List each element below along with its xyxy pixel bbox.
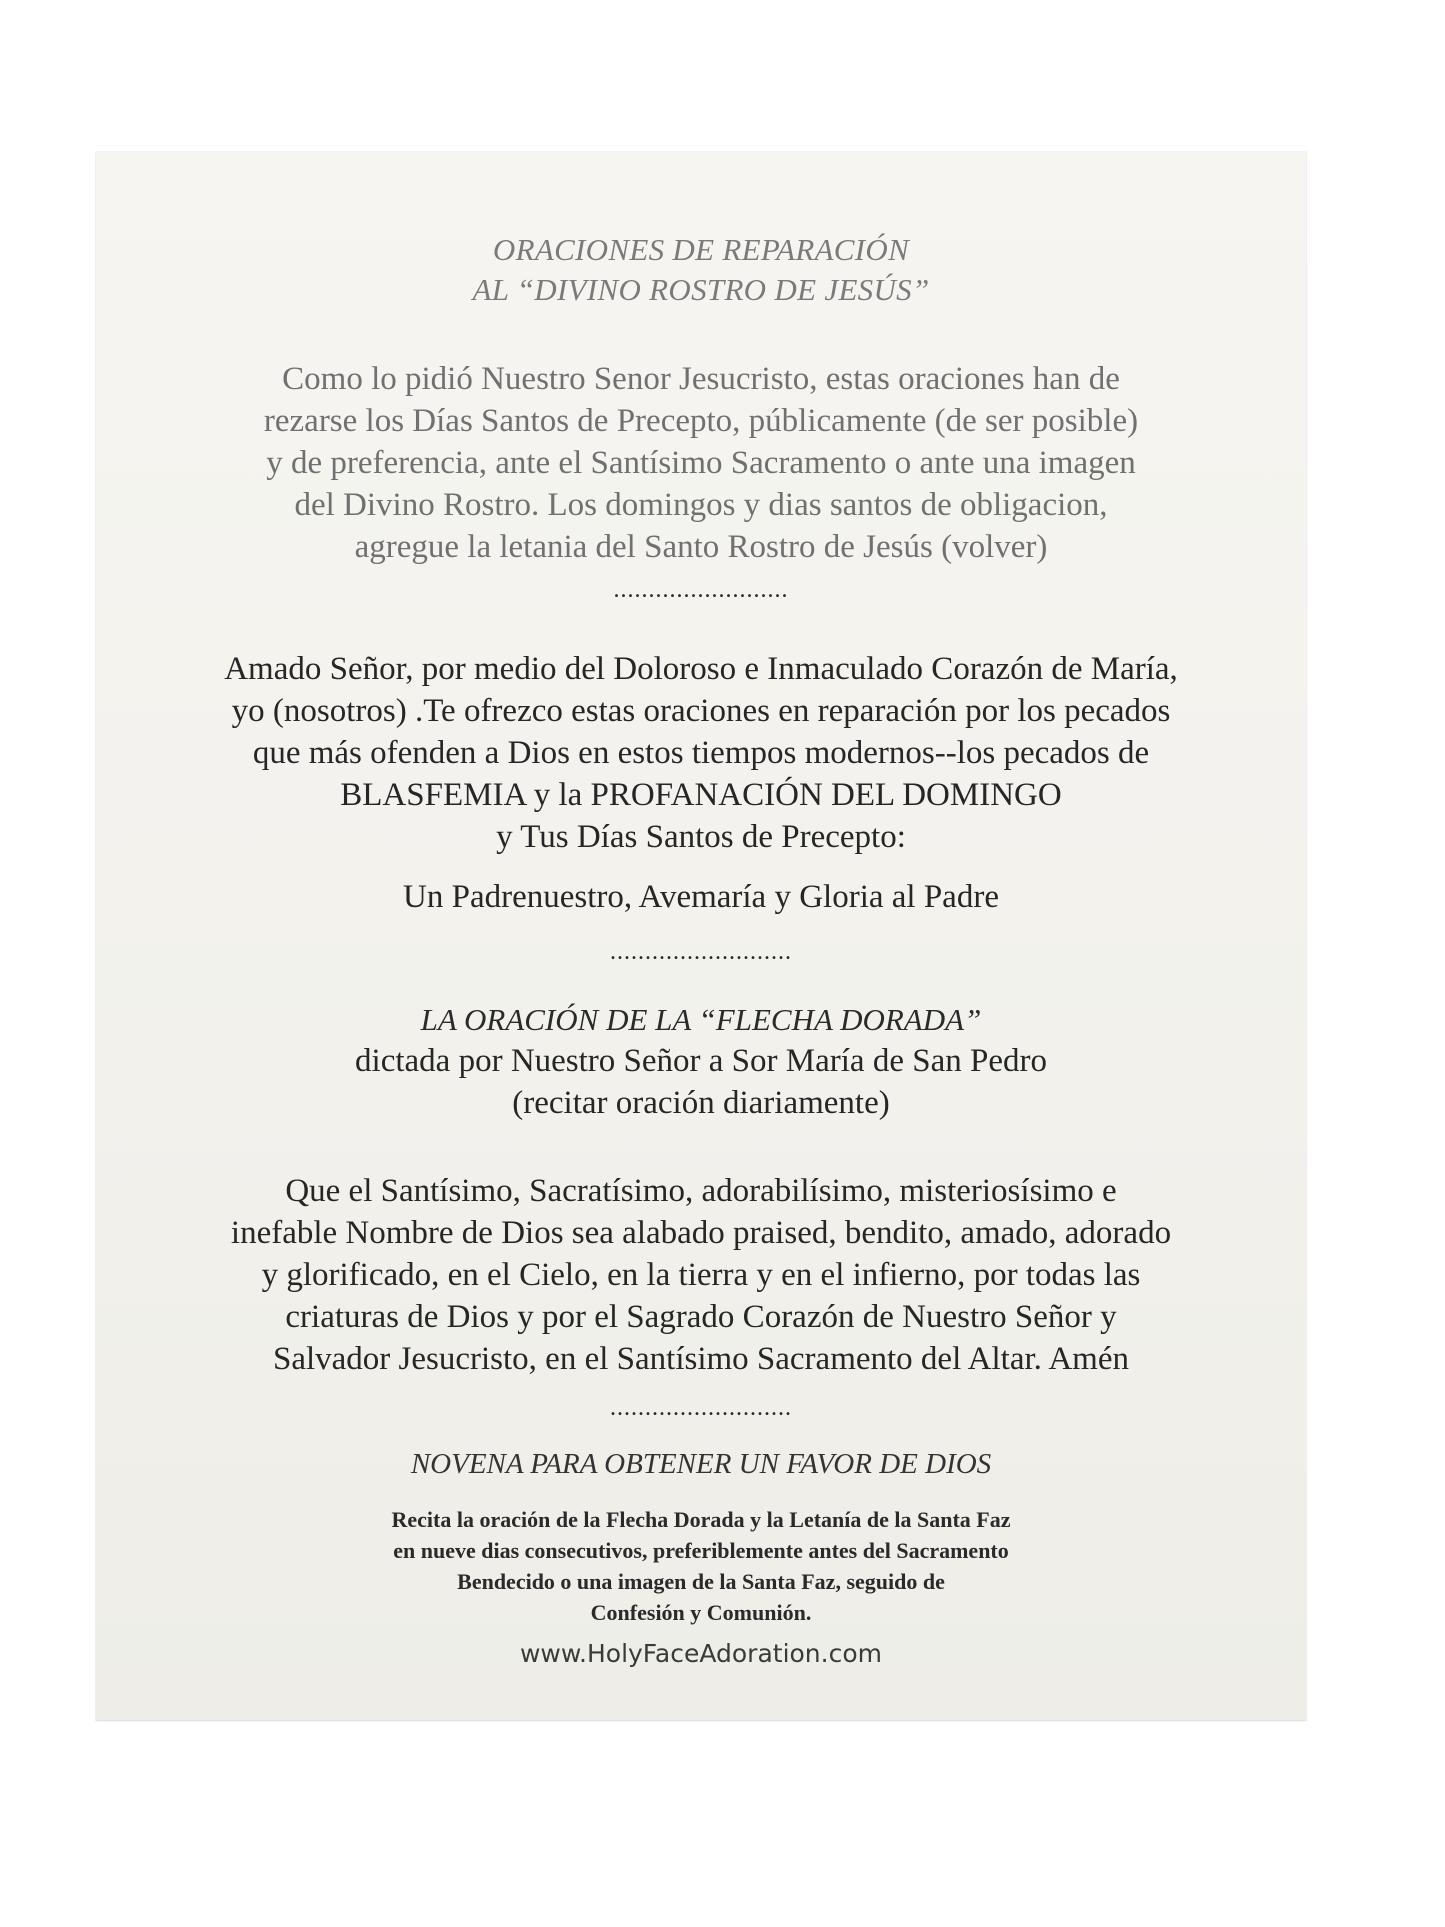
title-line-2: AL “DIVINO ROSTRO DE JESÚS” (472, 272, 930, 307)
intro-line: y de preferencia, ante el Santísimo Sacramento o ante una imagen (266, 445, 1136, 481)
card-title (96, 230, 1306, 310)
intro-paragraph (96, 358, 1306, 568)
offering-paragraph (96, 648, 1306, 858)
novena-line: Bendecido o una imagen de la Santa Faz, seguido de (457, 1569, 945, 1594)
website-link[interactable]: www.HolyFaceAdoration.com (519, 1639, 882, 1668)
golden-arrow-subtitle-line: dictada por Nuestro Señor a Sor María de San Pedro (355, 1043, 1047, 1079)
offering-line: yo (nosotros) .Te ofrezco estas oraciones en reparación por los pecados (231, 693, 1171, 729)
golden-arrow-subtitle (96, 1040, 1306, 1124)
novena-line: Confesión y Comunión. (590, 1600, 812, 1625)
novena-instructions (96, 1504, 1306, 1628)
offering-line: y Tus Días Santos de Precepto: (496, 819, 906, 855)
intro-line: del Divino Rostro. Los domingos y dias santos de obligacion, (294, 487, 1108, 523)
intro-line: rezarse los Días Santos de Precepto, públicamente (de ser posible) (263, 403, 1139, 439)
prayer-card (96, 152, 1306, 1720)
offering-line: Amado Señor, por medio del Doloroso e Inmaculado Corazón de María, (224, 651, 1178, 687)
website-footer (96, 1638, 1306, 1670)
golden-arrow-subtitle-line: (recitar oración diariamente) (512, 1085, 890, 1121)
prayer-line: Salvador Jesucristo, en el Santísimo Sacramento del Altar. Amén (272, 1341, 1129, 1377)
prayer-line: criaturas de Dios y por el Sagrado Corazón de Nuestro Señor y (285, 1299, 1117, 1335)
novena-line: Recita la oración de la Flecha Dorada y la Letanía de la Santa Faz (391, 1507, 1011, 1532)
golden-arrow-title: LA ORACIÓN DE LA “FLECHA DORADA” (420, 1002, 982, 1037)
golden-arrow-heading (96, 1000, 1306, 1040)
intro-line: Como lo pidió Nuestro Senor Jesucristo, estas oraciones han de (282, 361, 1120, 397)
prayers-line (96, 876, 1306, 918)
title-line-1: ORACIONES DE REPARACIÓN (492, 232, 910, 267)
prayer-line: y glorificado, en el Cielo, en la tierra y en el infierno, por todas las (261, 1257, 1141, 1293)
prayer-line: Que el Santísimo, Sacratísimo, adorabilísimo, misteriosísimo e (285, 1173, 1117, 1209)
prayer-line: inefable Nombre de Dios sea alabado praised, bendito, amado, adorado (230, 1215, 1172, 1251)
golden-arrow-prayer (96, 1170, 1306, 1380)
offering-line: que más ofenden a Dios en estos tiempos modernos--los pecados de (252, 735, 1150, 771)
novena-heading (96, 1446, 1306, 1482)
novena-line: en nueve dias consecutivos, preferiblemente antes del Sacramento (393, 1538, 1009, 1563)
dotted-separator: .......................... (610, 1395, 792, 1421)
novena-title: NOVENA PARA OBTENER UN FAVOR DE DIOS (410, 1448, 992, 1480)
dotted-separator: .......................... (610, 939, 792, 965)
dotted-separator: ......................... (613, 577, 789, 603)
intro-line: agregue la letania del Santo Rostro de Jesús (volver) (354, 529, 1048, 565)
offering-line: BLASFEMIA y la PROFANACIÓN DEL DOMINGO (340, 777, 1062, 813)
prayers-text: Un Padrenuestro, Avemaría y Gloria al Padre (403, 879, 999, 915)
